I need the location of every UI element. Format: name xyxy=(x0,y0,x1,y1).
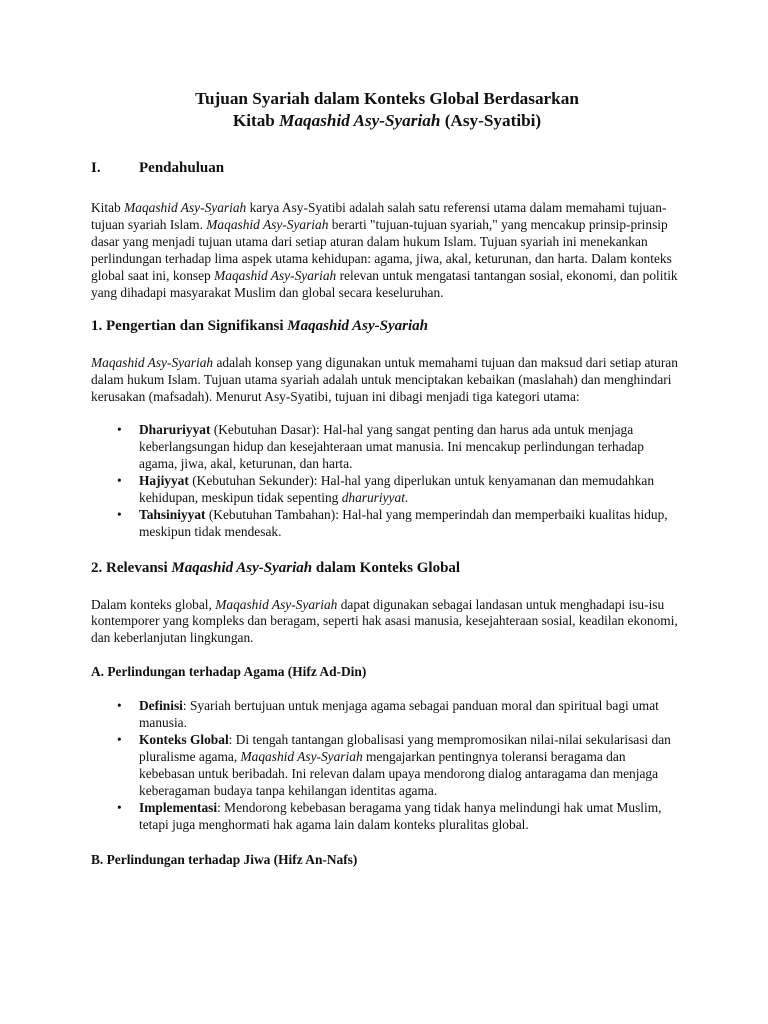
list-item-text-end: . xyxy=(404,489,409,505)
heading-text: 1. Pengertian dan Signifikansi xyxy=(91,318,288,335)
list-item-italic: dharuriyyat xyxy=(341,489,405,505)
list-item-text: (Kebutuhan Dasar): Hal-hal yang sangat penting dan harus ada untuk menjaga keberlangsungan hidup dan kesejahteraan umat manusia. Ini mencakup perlindungan terhadap agama, jiwa, akal, keturunan, dan harta. xyxy=(139,422,644,471)
list-item-text: mengajarkan pentingnya toleransi beragama dan kebebasan untuk beribadah. Ini relevan dalam upaya mendorong dialog antaragama dan menjaga keberagaman budaya tanpa kehilangan identitas agama. xyxy=(139,748,659,798)
paragraph-run: adalah konsep yang digunakan untuk memahami tujuan dan maksud dari setiap aturan dalam hukum Islam. Tujuan utama syariah adalah untuk menciptakan kebaikan (maslahah) dan menghindari kerusakan (mafsadah). Menurut Asy-Syatibi, tujuan ini dibagi menjadi tiga kategori utama: xyxy=(91,355,678,405)
list-item-term: Definisi xyxy=(139,698,183,714)
intro-run: karya Asy-Syatibi adalah salah satu referensi utama dalam memahami tujuan-tujuan syariah Islam. xyxy=(91,200,667,232)
heading-text: 2. Relevansi xyxy=(91,559,172,576)
list-item-term: Hajiyyat xyxy=(139,472,189,488)
list-item xyxy=(91,473,683,507)
paragraph-run: dapat digunakan sebagai landasan untuk menghadapi isu-isu kontemporer yang kompleks dan beragam, seperti hak asasi manusia, kesejahteraan sosial, keadilan ekonomi, dan keberlanjutan lingkungan. xyxy=(91,596,678,646)
section-number: I. xyxy=(91,160,101,176)
hifz-ad-din-list xyxy=(91,698,683,833)
list-item xyxy=(91,507,683,541)
document-page xyxy=(91,88,683,886)
list-item-text: : Mendorong kebebasan beragama yang tidak hanya melindungi hak umat Muslim, tetapi juga menghormati hak agama lain dalam konteks pluralitas global. xyxy=(139,799,662,832)
list-item-text: : Di tengah tantangan globalisasi yang mempromosikan nilai-nilai sekularisasi dan pluralisme agama, xyxy=(139,732,671,764)
heading-relevansi xyxy=(91,559,683,577)
intro-run: relevan untuk mengatasi tantangan sosial, ekonomi, dan politik yang dihadapi masyarakat Muslim dan global secara keseluruhan. xyxy=(91,267,678,300)
title-line-1: Tujuan Syariah dalam Konteks Global Berdasarkan xyxy=(195,89,579,108)
list-item-term: Konteks Global xyxy=(139,732,229,748)
list-item-term: Tahsiniyyat xyxy=(139,506,206,522)
intro-run: berarti "tujuan-tujuan syariah," yang mencakup prinsip-prinsip dasar yang menjadi tujuan utama dari setiap aturan dalam hukum Islam. Tujuan syariah ini menekankan perlindungan terhadap lima aspek utama kehidupan: agama, jiwa, akal, keturunan, dan harta. Dalam konteks global saat ini, konsep xyxy=(91,216,672,283)
kategori-list xyxy=(91,422,683,540)
section-title: Pendahuluan xyxy=(139,160,225,176)
paragraph-run: Dalam konteks global, xyxy=(91,596,216,612)
pengertian-paragraph xyxy=(91,355,683,406)
paragraph-run-italic: Maqashid Asy-Syariah xyxy=(91,355,214,371)
heading-pengertian xyxy=(91,317,683,335)
intro-run: Kitab xyxy=(91,200,125,215)
title-line-2-suffix: (Asy-Syatibi) xyxy=(440,110,542,130)
intro-run-italic: Maqashid Asy-Syariah xyxy=(206,216,329,232)
list-item xyxy=(91,800,683,834)
title-line-2-italic: Maqashid Asy-Syariah xyxy=(279,110,441,130)
section-heading-pendahuluan xyxy=(91,159,683,177)
list-item-text: : Syariah bertujuan untuk menjaga agama sebagai panduan moral dan spiritual bagi umat manusia. xyxy=(139,698,659,731)
document-title xyxy=(91,88,683,131)
heading-italic: Maqashid Asy-Syariah xyxy=(287,318,429,335)
title-line-2 xyxy=(91,110,683,132)
list-item-text: (Kebutuhan Sekunder): Hal-hal yang diperlukan untuk kenyamanan dan memudahkan kehidupan, meskipun tidak sepenting xyxy=(139,472,655,505)
intro-paragraph xyxy=(91,200,683,301)
title-line-2-prefix: Kitab xyxy=(232,110,280,130)
relevansi-paragraph xyxy=(91,597,683,648)
intro-run-italic: Maqashid Asy-Syariah xyxy=(214,267,337,283)
list-item-term: Dharuriyyat xyxy=(139,422,211,438)
list-item-term: Implementasi xyxy=(139,799,218,815)
list-item-text: (Kebutuhan Tambahan): Hal-hal yang memperindah dan memperbaiki kualitas hidup, meskipun tidak mendesak. xyxy=(139,506,668,539)
list-item xyxy=(91,698,683,732)
heading-hifz-an-nafs: B. Perlindungan terhadap Jiwa (Hifz An-Nafs) xyxy=(91,852,358,868)
heading-italic: Maqashid Asy-Syariah xyxy=(171,559,313,576)
list-item xyxy=(91,422,683,473)
heading-hifz-ad-din: A. Perlindungan terhadap Agama (Hifz Ad-Din) xyxy=(91,664,367,680)
intro-run-italic: Maqashid Asy-Syariah xyxy=(124,200,247,215)
heading-text: dalam Konteks Global xyxy=(312,559,461,576)
paragraph-run-italic: Maqashid Asy-Syariah xyxy=(215,596,338,612)
list-item-italic: Maqashid Asy-Syariah xyxy=(240,748,363,764)
list-item xyxy=(91,732,683,800)
